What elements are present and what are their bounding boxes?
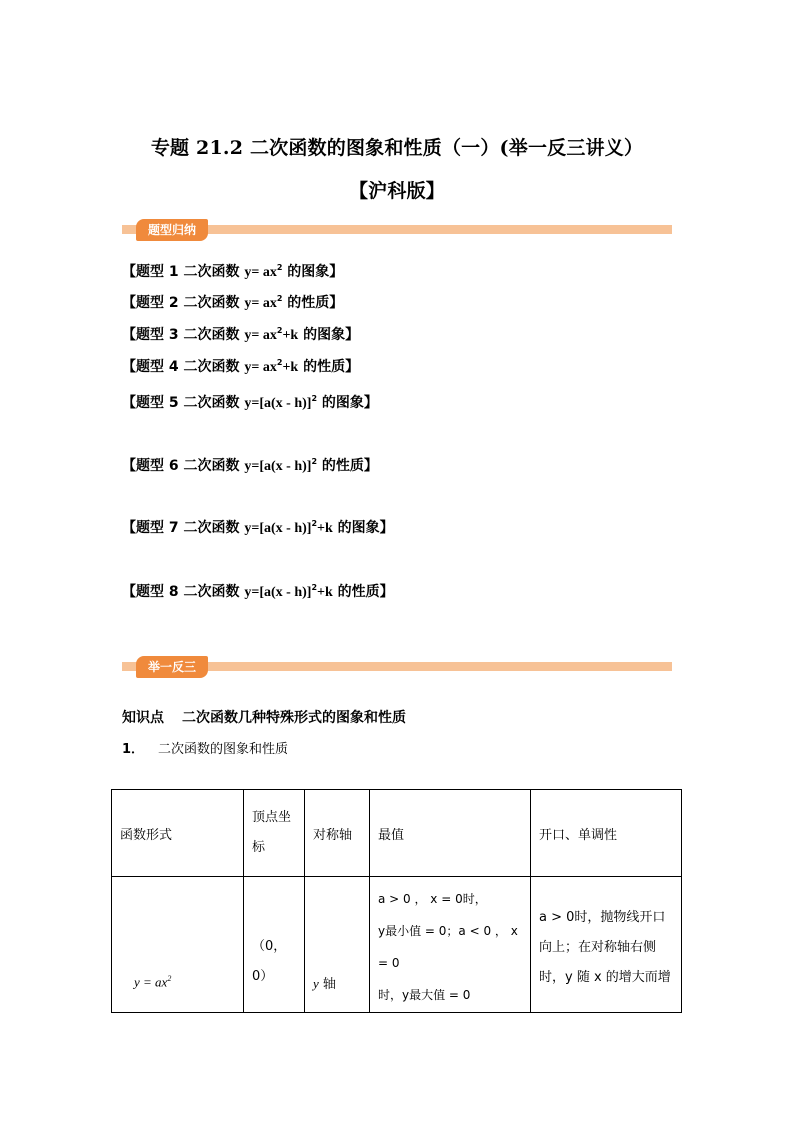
page-subtitle: 【沪科版】 [348,180,445,202]
cell-form [112,877,244,1013]
topic-item[interactable] [122,292,343,312]
topic-formula: y=[a(x - h)] [244,459,312,474]
cell-opening-line1: a > 0时，抛物线开口 [539,910,666,925]
header-extreme [370,790,531,877]
section-bar-examples [122,656,672,678]
header-extreme-text: 最值 [378,827,405,843]
topic-prefix: 【题型 7 二次函数 [122,520,245,536]
topic-prefix: 【题型 8 二次函数 [122,584,245,600]
topic-formula: y=[a(x - h)] [244,585,312,600]
topic-suffix: 的图象】 [332,520,394,536]
topic-item[interactable] [122,356,359,376]
section-tag-types: 题型归纳 [136,219,208,241]
cell-vertex-line2: 0） [252,969,274,984]
header-vertex [244,790,305,877]
header-vertex-line1: 顶点坐 [252,810,292,825]
topic-suffix: 的图象】 [282,264,344,280]
cell-extreme-line2: y最小值 = 0；a < 0 ， x = 0 [378,924,518,970]
topic-prefix: 【题型 6 二次函数 [122,458,245,474]
topic-suffix: 的图象】 [317,395,378,411]
cell-axis [305,877,370,1013]
knowledge-title: 二次函数几种特殊形式的图象和性质 [182,710,406,726]
cell-opening [531,877,682,1013]
section-bar-types [122,219,672,241]
cell-opening-line3: 时，y 随 x 的增大而增 [539,970,671,985]
header-axis [305,790,370,877]
cell-form-formula: y = ax [134,974,168,989]
topic-suffix: 的图象】 [298,327,360,343]
header-form [112,790,244,877]
topic-prefix: 【题型 3 二次函数 [122,327,245,343]
topic-formula-tail: +k [317,521,333,536]
topic-sup: 2 [311,394,318,403]
knowledge-label: 知识点 [122,710,164,726]
topic-prefix: 【题型 5 二次函数 [122,395,245,411]
cell-axis-var: y [313,976,319,991]
topic-formula: y= ax [244,360,277,375]
knowledge-heading [122,707,406,727]
cell-opening-line2: 向上；在对称轴右侧 [539,940,657,955]
topic-suffix: 的性质】 [332,584,394,600]
header-opening-text: 开口、单调性 [539,827,618,843]
topic-sup: 2 [311,457,318,466]
topic-prefix: 【题型 4 二次函数 [122,359,245,375]
header-vertex-line2: 标 [252,840,266,855]
cell-extreme [370,877,531,1013]
topic-sup: 2 [276,326,283,335]
cell-axis-text: 轴 [318,977,336,992]
cell-extreme-line1: a > 0 ， x = 0时， [378,892,487,906]
topic-sup: 2 [276,263,283,272]
table-row [112,877,682,1013]
topic-item[interactable] [122,455,378,475]
topic-sup: 2 [276,294,283,303]
section-tag-examples: 举一反三 [136,656,208,678]
sub-heading-number: 1． [122,742,145,757]
topic-sup: 2 [276,358,283,367]
sub-heading [122,738,288,757]
header-form-text: 函数形式 [120,827,173,843]
topic-item[interactable] [122,324,359,344]
topic-sup: 2 [311,519,318,528]
table-header-row [112,790,682,877]
header-opening [531,790,682,877]
topic-prefix: 【题型 1 二次函数 [122,264,245,280]
topic-formula: y= ax [244,328,277,343]
topic-prefix: 【题型 2 二次函数 [122,295,245,311]
page-title: 专题 21.2 二次函数的图象和性质（一）(举一反三讲义） [150,137,644,159]
topic-formula-tail: +k [282,328,299,343]
topic-item[interactable] [122,581,394,601]
topic-suffix: 的性质】 [317,458,378,474]
header-axis-text: 对称轴 [313,827,353,843]
cell-vertex-line1: （0， [252,939,287,954]
topic-formula-tail: +k [282,360,299,375]
topic-formula: y= ax [244,296,277,311]
cell-vertex [244,877,305,1013]
topic-sup: 2 [311,583,318,592]
topic-item[interactable] [122,261,343,281]
cell-form-sup: 2 [167,973,172,983]
cell-extreme-line3: 时，y最大值 = 0 [378,988,471,1002]
properties-table [111,789,682,1013]
sub-heading-title: 二次函数的图象和性质 [158,742,289,757]
topic-item[interactable] [122,517,394,537]
topic-suffix: 的性质】 [298,359,360,375]
topic-suffix: 的性质】 [282,295,344,311]
topic-formula: y= ax [244,265,277,280]
topic-formula: y=[a(x - h)] [244,521,312,536]
topic-formula: y=[a(x - h)] [244,396,312,411]
topic-item[interactable] [122,392,378,412]
topic-formula-tail: +k [317,585,333,600]
